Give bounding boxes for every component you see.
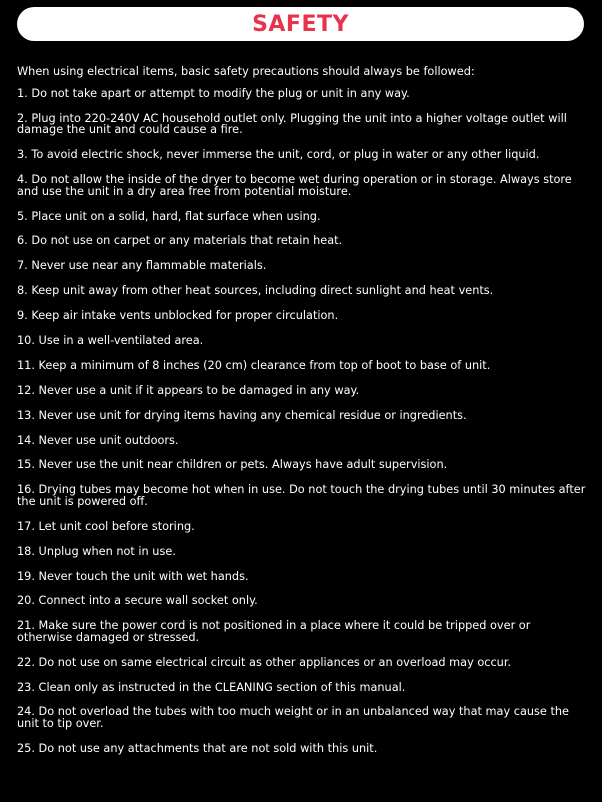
safety-rule: 3. To avoid electric shock, never immerse the unit, cord, or plug in water or any other liquid. xyxy=(17,148,540,162)
safety-rule: 6. Do not use on carpet or any materials that retain heat. xyxy=(17,234,343,248)
safety-rule: 11. Keep a minimum of 8 inches (20 cm) clearance from top of boot to base of unit. xyxy=(17,358,491,372)
page-title: SAFETY xyxy=(252,11,349,37)
safety-rule: 14. Never use unit outdoors. xyxy=(17,433,179,447)
safety-header-bar xyxy=(17,7,584,41)
safety-rule: 12. Never use a unit if it appears to be damaged in any way. xyxy=(17,383,360,397)
safety-rule: 13. Never use unit for drying items having any chemical residue or ingredients. xyxy=(17,408,467,422)
safety-content xyxy=(17,65,587,768)
safety-rule: 2. Plug into 220-240V AC household outlet only. Plugging the unit into a higher voltage outlet will damage the unit and could cause a fire. xyxy=(17,111,567,137)
safety-rule: 19. Never touch the unit with wet hands. xyxy=(17,569,249,583)
safety-rule: 9. Keep air intake vents unblocked for proper circulation. xyxy=(17,309,339,323)
safety-rule: 22. Do not use on same electrical circuit as other appliances or an overload may occur. xyxy=(17,655,512,669)
safety-rule: 24. Do not overload the tubes with too much weight or in an unbalanced way that may cause the unit to tip over. xyxy=(17,705,570,730)
safety-rule: 8. Keep unit away from other heat sources, including direct sunlight and heat vents. xyxy=(17,284,494,298)
safety-rule: 20. Connect into a secure wall socket only. xyxy=(17,594,258,608)
safety-rules-list xyxy=(17,88,587,754)
safety-rule: 5. Place unit on a solid, hard, flat surface when using. xyxy=(17,209,321,223)
safety-rule: 21. Make sure the power cord is not positioned in a place where it could be tripped over or otherwise damaged or stressed. xyxy=(17,619,531,644)
safety-rule: 4. Do not allow the inside of the dryer to become wet during operation or in storage. Always store and use the unit in a dry area free from potential moisture. xyxy=(17,173,572,198)
safety-rule: 16. Drying tubes may become hot when in use. Do not touch the drying tubes until 30 minutes after the unit is powered off. xyxy=(17,483,586,508)
safety-rule: 25. Do not use any attachments that are not sold with this unit. xyxy=(17,741,378,755)
safety-rule: 18. Unplug when not in use. xyxy=(17,544,176,558)
safety-rule: 17. Let unit cool before storing. xyxy=(17,519,195,533)
safety-rule: 15. Never use the unit near children or pets. Always have adult supervision. xyxy=(17,458,448,472)
safety-rule: 7. Never use near any flammable materials. xyxy=(17,259,267,273)
safety-intro: When using electrical items, basic safety precautions should always be followed: xyxy=(17,65,475,78)
safety-rule: 23. Clean only as instructed in the CLEANING section of this manual. xyxy=(17,680,406,694)
safety-rule: 10. Use in a well-ventilated area. xyxy=(17,334,204,348)
safety-rule: 1. Do not take apart or attempt to modify the plug or unit in any way. xyxy=(17,87,410,100)
